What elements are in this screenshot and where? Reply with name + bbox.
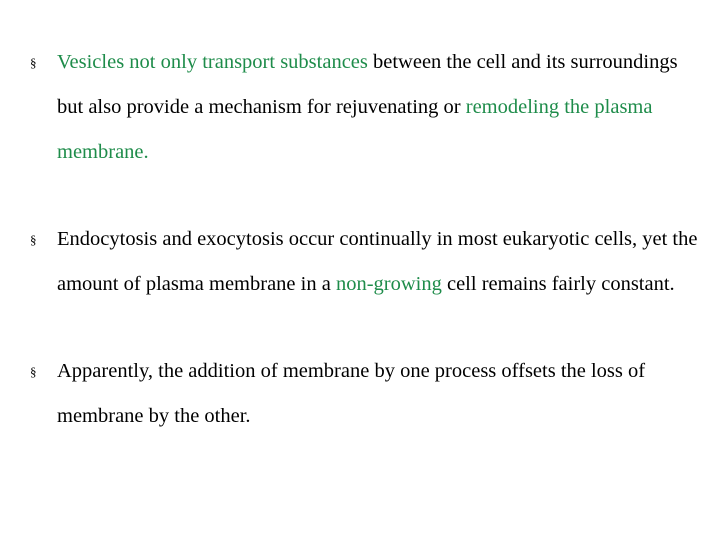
bullet-text xyxy=(57,51,678,163)
bullet-item-apparently xyxy=(30,349,700,439)
body-text: cell remains fairly constant. xyxy=(441,273,675,295)
square-bullet-icon: § xyxy=(30,232,37,247)
bullet-item-vesicles xyxy=(30,40,700,175)
square-bullet-icon: § xyxy=(30,55,37,70)
body-text: Endocytosis and exocytosis occur continually in most eukaryotic cells, yet the amount of plasma membrane in a xyxy=(57,228,698,295)
highlighted-text: Vesicles not only transport substances xyxy=(57,51,368,73)
square-bullet-icon: § xyxy=(30,364,37,379)
highlighted-text: non-growing xyxy=(335,273,442,295)
bullet-text xyxy=(57,360,645,427)
body-text: Apparently, the addition of membrane by one process offsets the loss of membrane by the other. xyxy=(57,360,646,427)
highlighted-text: remodeling the plasma membrane. xyxy=(57,96,653,163)
bullet-item-endocytosis xyxy=(30,217,700,307)
bullet-text xyxy=(57,228,697,295)
bullet-list xyxy=(30,40,700,439)
body-text: between the cell and its surroundings but also provide a mechanism for rejuvenating or xyxy=(57,51,678,118)
